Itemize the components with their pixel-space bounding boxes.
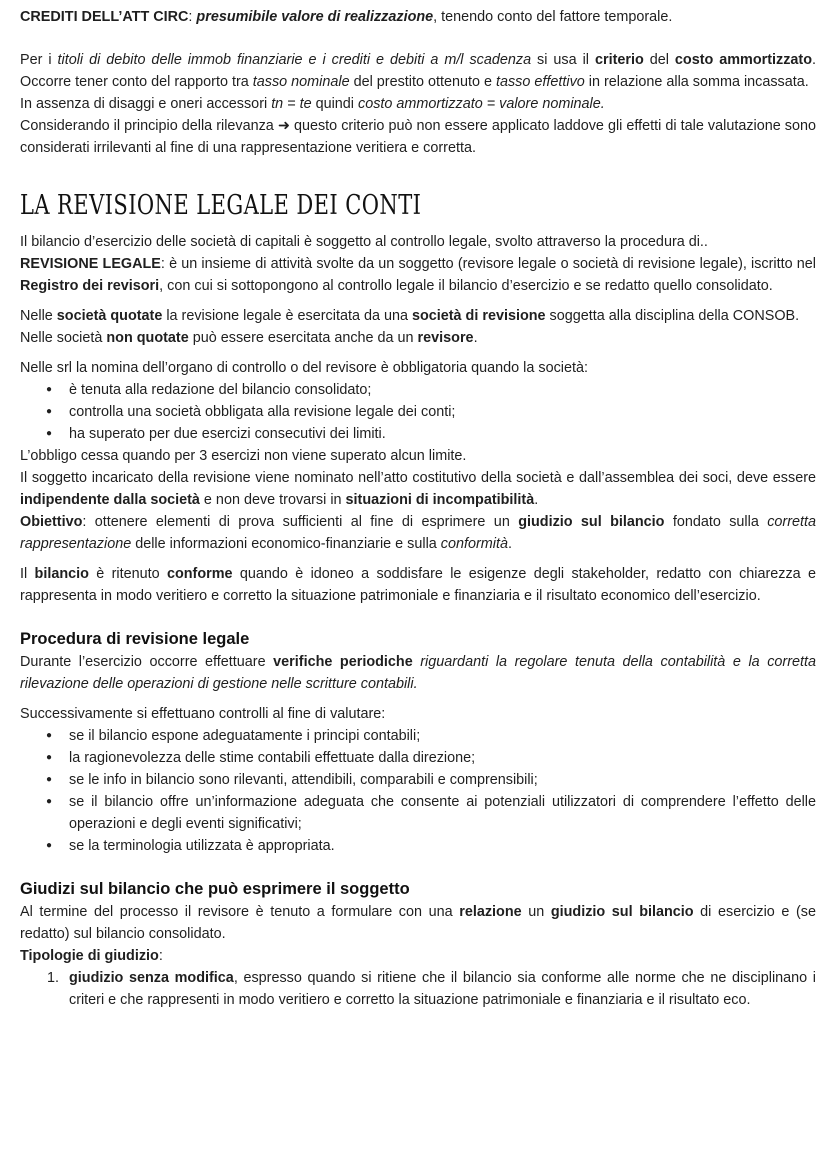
conforme-paragraph: Il bilancio è ritenuto conforme quando è idoneo a soddisfare le esigenze degli stakeholder, redatto con chiarezza e rappresenta in modo veritiero e corretto la situazione patrimoniale e finanziaria e il risultato economico dell’esercizio. (20, 566, 816, 604)
tipologie-list (20, 967, 816, 1011)
soggetto-paragraph: Il soggetto incaricato della revisione viene nominato nell’atto costitutivo della società e dall’assemblea dei soci, deve essere indipendente dalla società e non deve trovarsi in situazioni di incompatibilità. (20, 470, 816, 508)
procedura-paragraph: Durante l’esercizio occorre effettuare verifiche periodiche riguardanti la regolare tenuta della contabilità e la corretta rilevazione delle operazioni di gestione nelle scritture contabili. (20, 654, 816, 692)
arrow-icon: ➜ (277, 118, 290, 134)
list-item: ● se il bilancio espone adeguatamente i principi contabili; (20, 725, 816, 747)
intro-paragraph: Il bilancio d’esercizio delle società di capitali è soggetto al controllo legale, svolto attraverso la procedura di.. (20, 234, 708, 250)
list-item: ● se la terminologia utilizzata è appropriata. (20, 835, 816, 857)
controlli-intro: Successivamente si effettuano controlli al fine di valutare: (20, 706, 386, 722)
giudizi-paragraph: Al termine del processo il revisore è tenuto a formulare con una relazione un giudizio sul bilancio di esercizio e (se redatto) sul bilancio consolidato. (20, 904, 816, 942)
list-item: 1. giudizio senza modifica, espresso quando si ritiene che il bilancio sia conforme alle norme che ne disciplinano i criteri e che rappresenti in modo veritiero e corretto la situazione patrimoniale e finanziaria e il risultato eco. (47, 970, 817, 1008)
tipologie-label: Tipologie di giudizio: (20, 948, 163, 964)
obiettivo-paragraph: Obiettivo: ottenere elementi di prova sufficienti al fine di esprimere un giudizio sul bilancio fondato sulla corretta rappresentazione delle informazioni economico-finanziarie e sulla conformità. (20, 514, 816, 552)
giudizi-heading: Giudizi sul bilancio che può esprimere il soggetto (20, 880, 410, 898)
list-item: ● controlla una società obbligata alla revisione legale dei conti; (20, 401, 816, 423)
disaggi-paragraph: In assenza di disaggi e oneri accessori tn = te quindi costo ammortizzato = valore nominale. (20, 96, 605, 112)
list-item: ● è tenuta alla redazione del bilancio consolidato; (20, 379, 816, 401)
list-item: ● se le info in bilancio sono rilevanti, attendibili, comparabili e comprensibili; (20, 769, 816, 791)
list-item: ● ha superato per due esercizi consecutivi dei limiti. (20, 423, 816, 445)
crediti-paragraph: CREDITI DELL’ATT CIRC: presumibile valore di realizzazione, tenendo conto del fattore temporale. (20, 9, 673, 25)
srl-list (20, 379, 816, 445)
crediti-value: presumibile valore di realizzazione (196, 9, 434, 25)
quotate-paragraph: Nelle società quotate la revisione legale è esercitata da una società di revisione soggetta alla disciplina della CONSOB. (20, 308, 800, 324)
list-item: ● la ragionevolezza delle stime contabili effettuate dalla direzione; (20, 747, 816, 769)
list-item: ● se il bilancio offre un’informazione adeguata che consente ai potenziali utilizzatori di comprendere l’effetto delle operazioni e degli eventi significativi; (20, 791, 816, 835)
procedura-heading: Procedura di revisione legale (20, 630, 250, 648)
non-quotate-paragraph: Nelle società non quotate può essere esercitata anche da un revisore. (20, 330, 478, 346)
srl-intro: Nelle srl la nomina dell’organo di controllo o del revisore è obbligatoria quando la società: (20, 360, 588, 376)
crediti-label: CREDITI DELL’ATT CIRC (20, 9, 189, 25)
section-title: LA REVISIONE LEGALE DEI CONTI (20, 190, 422, 221)
definition-paragraph: REVISIONE LEGALE: è un insieme di attività svolte da un soggetto (revisore legale o società di revisione legale), iscritto nel Registro dei revisori, con cui si sottopongono al controllo legale il bilancio d’esercizio e se redatto quello consolidato. (20, 256, 816, 294)
obbligo-paragraph: L’obbligo cessa quando per 3 esercizi non viene superato alcun limite. (20, 448, 467, 464)
controlli-list (20, 725, 816, 857)
rilevanza-paragraph: Considerando il principio della rilevanza ➜ questo criterio può non essere applicato laddove gli effetti di tale valutazione sono considerati irrilevanti al fine di una rappresentazione veritiera e corretta. (20, 118, 816, 156)
titoli-paragraph: Per i titoli di debito delle immob finanziarie e i crediti e debiti a m/l scadenza si usa il criterio del costo ammortizzato. Occorre tener conto del rapporto tra tasso nominale del prestito ottenuto e tasso effettivo in relazione alla somma incassata. (20, 52, 817, 90)
